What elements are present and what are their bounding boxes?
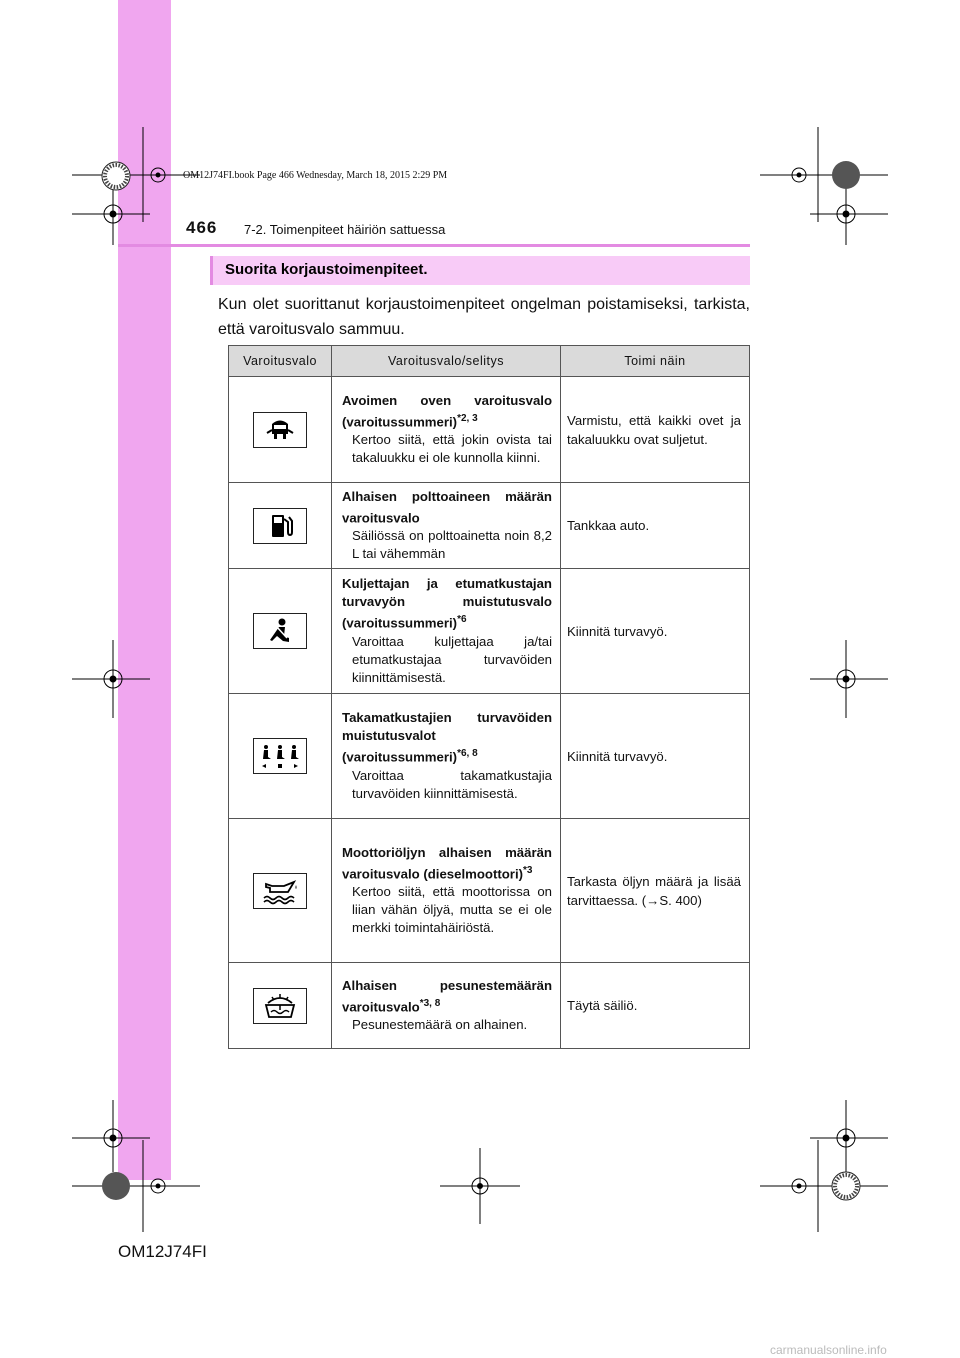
footnote-ref: *3 <box>523 864 533 876</box>
description-cell <box>332 569 561 694</box>
intro-paragraph: Kun olet suorittanut korjaustoimenpiteet ongelman poistamiseksi, tarkista, että varoitusvalo sammuu. <box>218 296 750 338</box>
section-title: Suorita korjaustoimenpiteet. <box>225 261 428 278</box>
icon-cell <box>229 483 332 569</box>
table-header-row <box>229 346 750 377</box>
warning-title: Alhaisen polttoaineen määrän varoitusvalo <box>342 488 552 526</box>
warning-title: Takamatkustajien turvavöiden muistutusvalot (varoitussummeri) <box>342 710 552 765</box>
warning-lights-table <box>228 345 750 1049</box>
table-row <box>229 963 750 1049</box>
table-row <box>229 694 750 819</box>
action-cell: Tarkasta öljyn määrä ja lisää tarvittaessa. (→S. 400) <box>561 819 750 963</box>
footnote-ref: *2, 3 <box>457 412 478 424</box>
rear-seatbelts-icon <box>253 738 307 774</box>
icon-cell <box>229 819 332 963</box>
page-number: 466 <box>186 218 218 237</box>
warning-title: Avoimen oven varoitusvalo (varoitussummeri) <box>342 392 552 430</box>
icon-cell <box>229 569 332 694</box>
warning-title: Moottoriöljyn alhaisen määrän varoitusvalo (dieselmoottori) <box>342 844 552 882</box>
open-door-icon <box>253 412 307 448</box>
warning-description: Pesunestemäärä on alhainen. <box>352 1017 528 1033</box>
action-cell: Varmistu, että kaikki ovet ja takaluukku ovat suljetut. <box>561 377 750 483</box>
icon-cell <box>229 694 332 819</box>
section-heading-bar <box>210 256 750 285</box>
icon-cell <box>229 377 332 483</box>
footer-manual-code: OM12J74FI <box>118 1242 207 1261</box>
chapter-title: 7-2. Toimenpiteet häiriön sattuessa <box>244 222 446 237</box>
table-row <box>229 819 750 963</box>
warning-title: Kuljettajan ja etumatkustajan turvavyön muistutusvalo (varoitussummeri) <box>342 576 552 631</box>
column-header-action: Toimi näin <box>561 346 750 377</box>
table-row <box>229 483 750 569</box>
description-cell <box>332 483 561 569</box>
column-header-description: Varoitusvalo/selitys <box>332 346 561 377</box>
oil-level-icon <box>253 873 307 909</box>
action-cell: Kiinnitä turvavyö. <box>561 569 750 694</box>
action-cell: Täytä säiliö. <box>561 963 750 1049</box>
description-cell <box>332 377 561 483</box>
table-row <box>229 569 750 694</box>
warning-description: Kertoo siitä, että moottorissa on liian vähän öljyä, mutta se ei ole merkki toimintahäiriöstä. <box>352 884 552 936</box>
warning-description: Varoittaa takamatkustajia turvavöiden kiinnittämisestä. <box>352 767 552 801</box>
seatbelt-icon <box>253 613 307 649</box>
footnote-ref: *3, 8 <box>419 997 441 1009</box>
warning-description: Kertoo siitä, että jokin ovista tai takaluukku ei ole kunnolla kiinni. <box>352 432 552 466</box>
description-cell <box>332 819 561 963</box>
warning-description: Varoittaa kuljettajaa ja/tai etumatkustajaa turvavöiden kiinnittämisestä. <box>352 633 552 685</box>
icon-cell <box>229 963 332 1049</box>
washer-fluid-icon <box>253 988 307 1024</box>
action-cell: Tankkaa auto. <box>561 483 750 569</box>
footnote-ref: *6, 8 <box>457 748 478 760</box>
footnote-ref: *6 <box>457 614 467 626</box>
action-cell: Kiinnitä turvavyö. <box>561 694 750 819</box>
site-watermark: carmanualsonline.info <box>770 1343 887 1357</box>
description-cell <box>332 694 561 819</box>
warning-title: Alhaisen pesunestemäärän varoitusvalo <box>342 977 552 1015</box>
table-row <box>229 377 750 483</box>
column-header-light: Varoitusvalo <box>229 346 332 377</box>
fuel-pump-icon <box>253 508 307 544</box>
print-job-info: OM12J74FI.book Page 466 Wednesday, March 18, 2015 2:29 PM <box>183 170 448 181</box>
warning-description: Säiliössä on polttoainetta noin 8,2 L tai vähemmän <box>352 528 552 562</box>
description-cell <box>332 963 561 1049</box>
